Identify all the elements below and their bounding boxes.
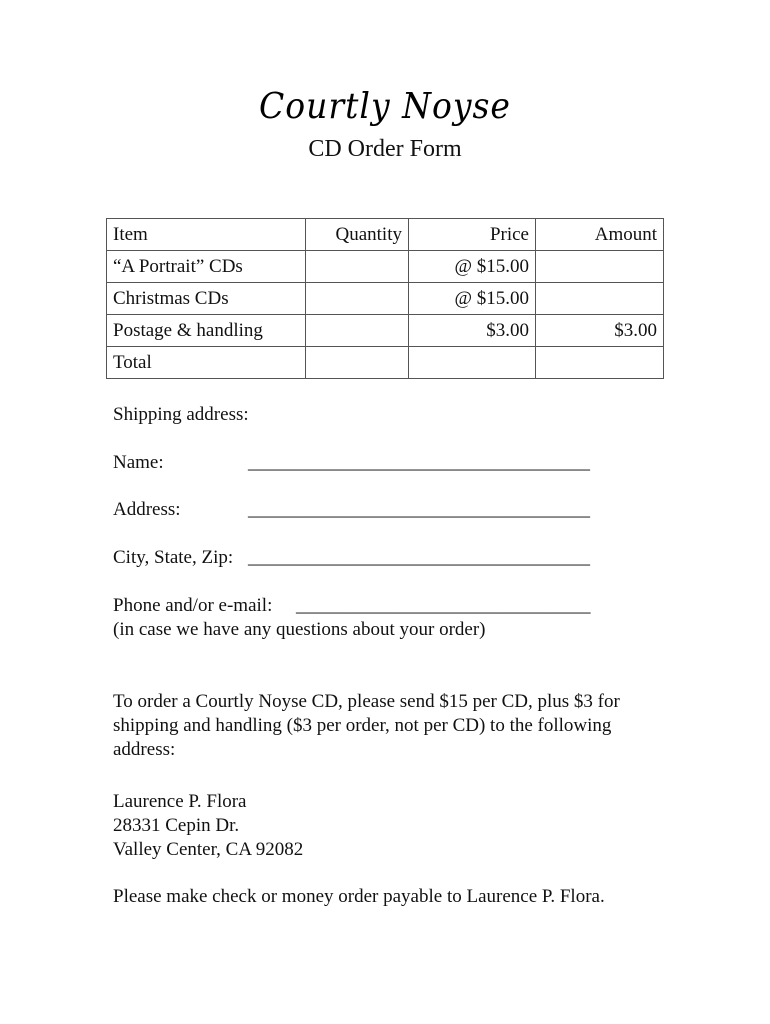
form-title: CD Order Form [308,136,462,162]
table-row [107,315,664,347]
header-price: Price [409,219,536,251]
header-quantity: Quantity [306,219,409,251]
city-state-zip-label: City, State, Zip: [113,547,234,568]
row-quantity [306,315,409,347]
order-instructions: To order a Courtly Noyse CD, please send $15 per CD, plus $3 for shipping and handling ($3 per order, not per CD) to the following address: [113,691,620,760]
table-row-total [107,347,664,379]
phone-email-label: Phone and/or e-mail: [113,595,273,616]
address-blank-line: ____________________________________ [248,499,590,520]
payable-note: Please make check or money order payable to Laurence P. Flora. [113,886,605,907]
mailing-name: Laurence P. Flora [113,791,247,812]
courtly-noyse-logo: Courtly Noyse [259,84,511,127]
row-price [409,347,536,379]
row-item: Total [107,347,306,379]
row-amount [536,347,664,379]
row-price: @ $15.00 [409,251,536,283]
row-quantity [306,283,409,315]
row-amount [536,251,664,283]
row-item: “A Portrait” CDs [107,251,306,283]
row-price: @ $15.00 [409,283,536,315]
order-table [106,218,664,379]
header-amount: Amount [536,219,664,251]
city-state-zip-blank-line: ____________________________________ [248,547,590,568]
mailing-city: Valley Center, CA 92082 [113,839,304,860]
row-item: Christmas CDs [107,283,306,315]
address-label: Address: [113,499,181,520]
row-item: Postage & handling [107,315,306,347]
name-blank-line: ____________________________________ [248,452,590,473]
phone-email-blank-line: _______________________________ [296,595,591,616]
row-amount: $3.00 [536,315,664,347]
shipping-heading: Shipping address: [113,404,249,425]
name-label: Name: [113,452,164,473]
table-row [107,251,664,283]
table-row [107,283,664,315]
row-quantity [306,251,409,283]
row-price: $3.00 [409,315,536,347]
header-item: Item [107,219,306,251]
mailing-street: 28331 Cepin Dr. [113,815,240,836]
phone-note: (in case we have any questions about your order) [113,619,486,640]
row-amount [536,283,664,315]
table-header-row [107,219,664,251]
row-quantity [306,347,409,379]
